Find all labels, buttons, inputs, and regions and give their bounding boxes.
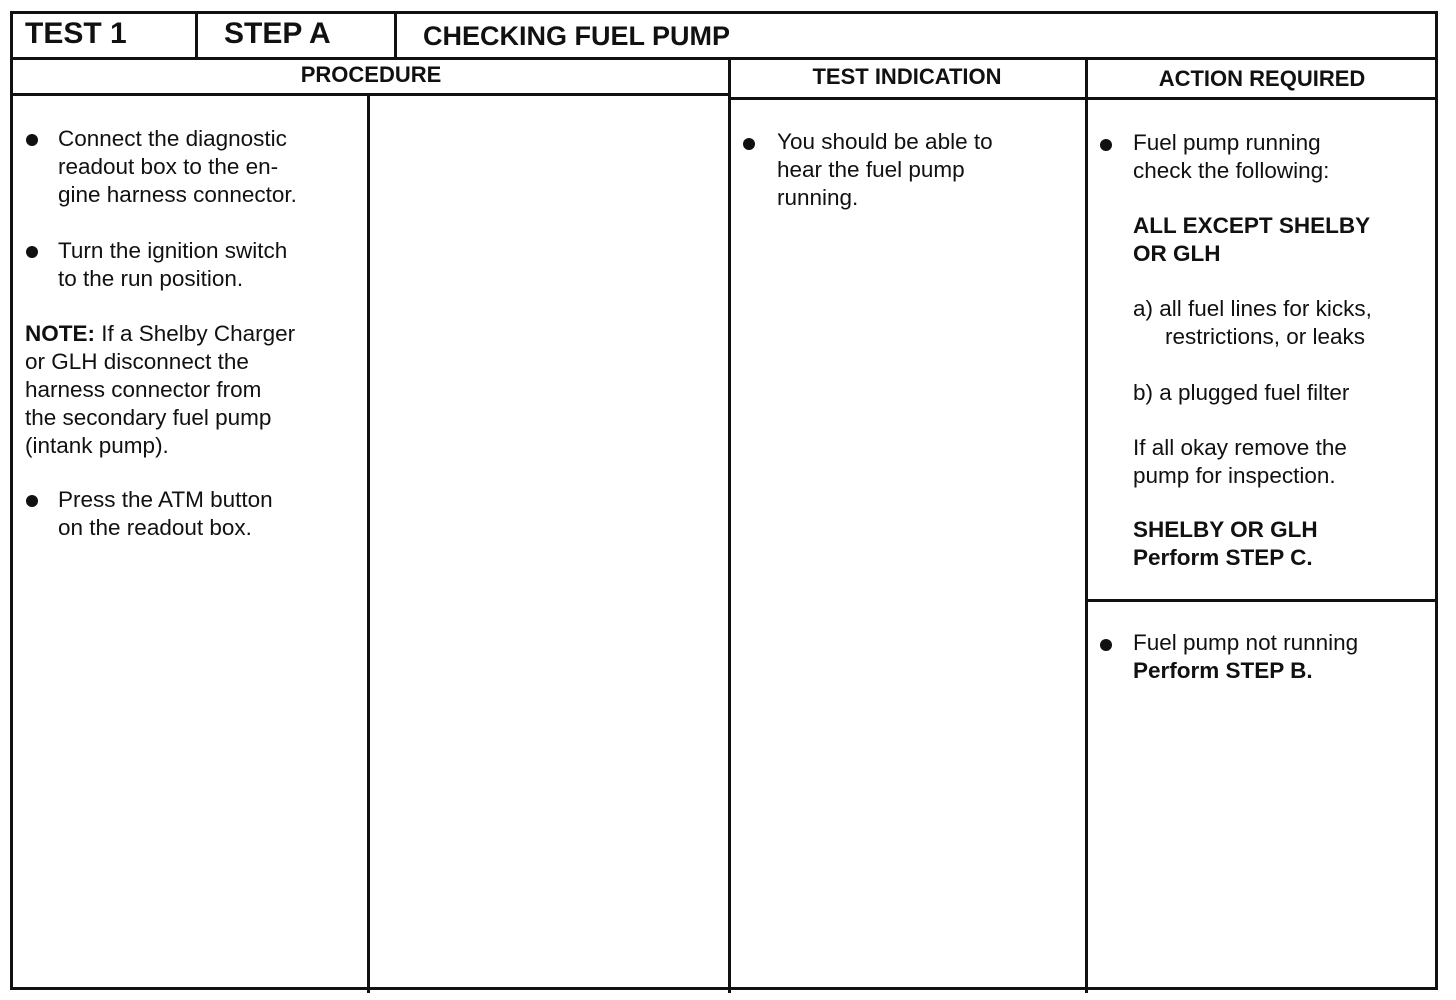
column-header-test-indication: TEST INDICATION xyxy=(812,64,1002,89)
action-line: pump for inspection. xyxy=(1133,463,1336,488)
procedure-line: Turn the ignition switch xyxy=(58,238,288,263)
note-line: (intank pump). xyxy=(25,433,169,458)
action-split-divider xyxy=(1086,599,1435,602)
column-header-divider-right xyxy=(729,97,1435,100)
action-line: a) all fuel lines for kicks, xyxy=(1133,296,1372,321)
action-heading-line: Perform STEP C. xyxy=(1133,545,1313,570)
note-text: If a Shelby Charger xyxy=(95,321,296,346)
bullet-icon xyxy=(1100,139,1112,151)
bullet-icon xyxy=(26,246,38,258)
action-line: Fuel pump not running xyxy=(1133,630,1359,655)
action-all-except-heading xyxy=(1133,212,1370,268)
indication-hear-pump xyxy=(777,128,993,212)
action-heading-line: OR GLH xyxy=(1133,241,1221,266)
procedure-note xyxy=(25,320,295,460)
procedure-line: gine harness connector. xyxy=(58,182,297,207)
action-shelby-heading xyxy=(1133,516,1318,572)
procedure-inner-divider xyxy=(367,96,370,993)
column-header-divider-left xyxy=(13,93,731,96)
action-heading-line: SHELBY OR GLH xyxy=(1133,517,1318,542)
procedure-step-atm xyxy=(58,486,273,542)
note-line: or GLH disconnect the xyxy=(25,349,249,374)
action-perform-step-b: Perform STEP B. xyxy=(1133,658,1313,683)
action-line: If all okay remove the xyxy=(1133,435,1347,460)
bullet-icon xyxy=(26,495,38,507)
test-number: TEST 1 xyxy=(25,17,127,50)
bullet-icon xyxy=(26,134,38,146)
procedure-line: Connect the diagnostic xyxy=(58,126,287,151)
indication-line: You should be able to xyxy=(777,129,993,154)
procedure-line: to the run position. xyxy=(58,266,244,291)
action-line: restrictions, or leaks xyxy=(1165,324,1366,349)
column-header-action-required: ACTION REQUIRED xyxy=(1158,66,1366,91)
procedure-line: on the readout box. xyxy=(58,515,252,540)
indication-action-divider xyxy=(1085,58,1088,993)
indication-line: running. xyxy=(777,185,859,210)
action-line: check the following: xyxy=(1133,158,1330,183)
title-divider-2 xyxy=(394,14,397,58)
action-check-b: b) a plugged fuel filter xyxy=(1133,380,1350,405)
bullet-icon xyxy=(1100,639,1112,651)
bullet-icon xyxy=(743,138,755,150)
procedure-indication-divider xyxy=(728,58,731,993)
note-line: the secondary fuel pump xyxy=(25,405,272,430)
action-check-a xyxy=(1133,295,1372,351)
procedure-step-connect xyxy=(58,125,297,209)
page-title: CHECKING FUEL PUMP xyxy=(423,21,731,51)
note-line: harness connector from xyxy=(25,377,262,402)
procedure-line: readout box to the en- xyxy=(58,154,279,179)
action-if-okay xyxy=(1133,434,1347,490)
column-header-procedure: PROCEDURE xyxy=(300,62,442,87)
note-label: NOTE: xyxy=(25,321,95,346)
action-pump-running xyxy=(1133,129,1329,185)
step-label: STEP A xyxy=(224,17,331,50)
title-divider-1 xyxy=(195,14,198,58)
action-heading-line: ALL EXCEPT SHELBY xyxy=(1133,213,1371,238)
procedure-step-ignition xyxy=(58,237,287,293)
procedure-line: Press the ATM button xyxy=(58,487,273,512)
note-first-line xyxy=(25,320,295,348)
action-line: Fuel pump running xyxy=(1133,130,1321,155)
action-pump-not-running xyxy=(1133,629,1358,685)
indication-line: hear the fuel pump xyxy=(777,157,965,182)
